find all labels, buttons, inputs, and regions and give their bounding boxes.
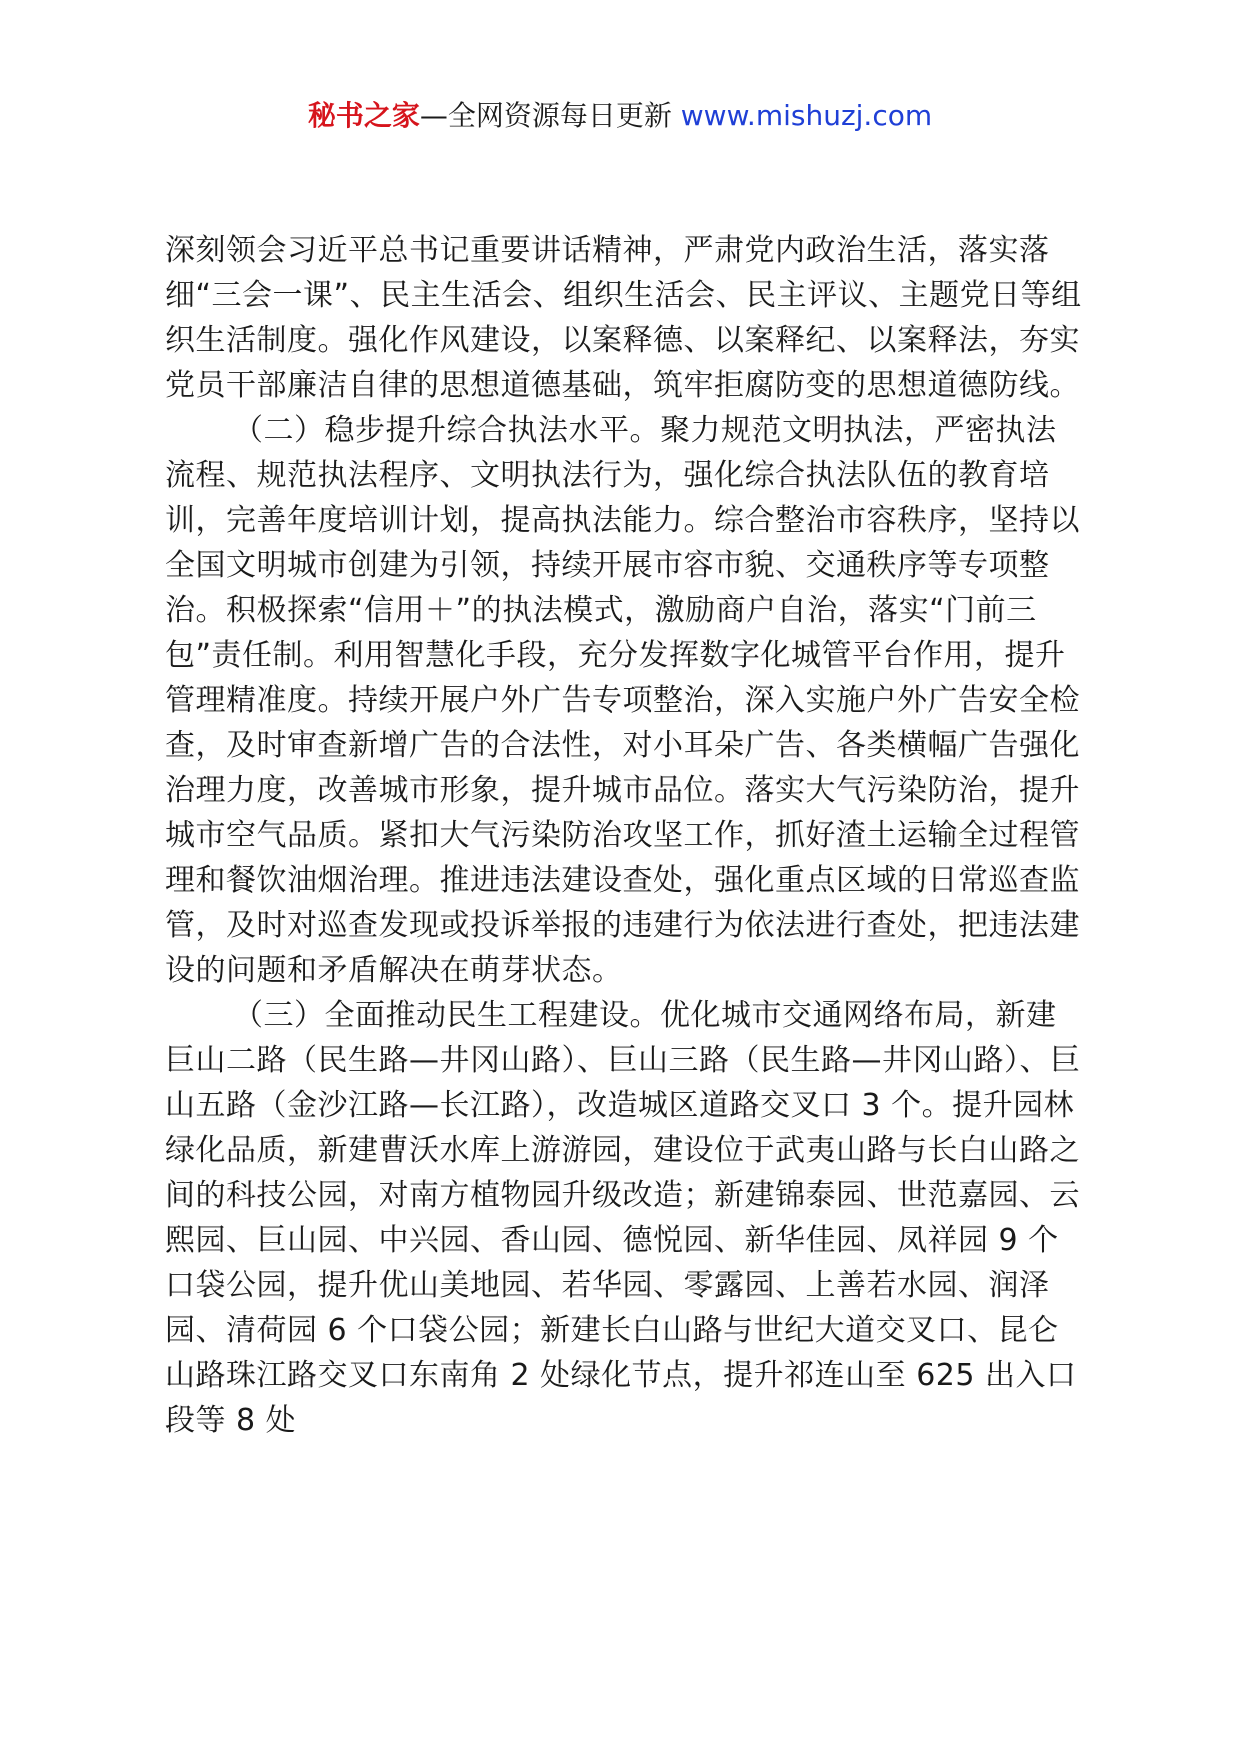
header-tagline: —全网资源每日更新 [419, 99, 681, 132]
paragraph-section-2: （二）稳步提升综合执法水平。聚力规范文明执法，严密执法流程、规范执法程序、文明执法行为，强化综合执法队伍的教育培训，完善年度培训计划，提高执法能力。综合整治市容秩序，坚持以全国文明城市创建为引领，持续开展市容市貌、交通秩序等专项整治。积极探索“信用＋”的执法模式，激励商户自治，落实“门前三包”责任制。利用智慧化手段，充分发挥数字化城管平台作用，提升管理精准度。持续开展户外广告专项整治，深入实施户外广告安全检查，及时审查新增广告的合法性，对小耳朵广告、各类横幅广告强化治理力度，改善城市形象，提升城市品位。落实大气污染防治，提升城市空气品质。紧扣大气污染防治攻坚工作，抓好渣土运输全过程管理和餐饮油烟治理。推进违法建设查处，强化重点区域的日常巡查监管，及时对巡查发现或投诉举报的违建行为依法进行查处，把违法建设的问题和矛盾解决在萌芽状态。 [165, 413, 1080, 988]
header-site-link[interactable]: www.mishuzj.com [680, 99, 933, 132]
paragraph-continuation: 深刻领会习近平总书记重要讲话精神，严肃党内政治生活，落实落细“三会一课”、民主生活会、组织生活会、民主评议、主题党日等组织生活制度。强化作风建设，以案释德、以案释纪、以案释法，夯实党员干部廉洁自律的思想道德基础，筑牢拒腐防变的思想道德防线。 [165, 233, 1082, 403]
paragraph-section-3: （三）全面推动民生工程建设。优化城市交通网络布局，新建巨山二路（民生路—井冈山路）、巨山三路（民生路—井冈山路）、巨山五路（金沙江路—长江路），改造城区道路交叉口 3 个。提升园林绿化品质，新建曹沃水库上游游园，建设位于武夷山路与长白山路之间的科技公园，对南方植物园升级改造；新建锦泰园、世范嘉园、云熙园、巨山园、中兴园、香山园、德悦园、新华佳园、凤祥园 9 个口袋公园，提升优山美地园、若华园、零露园、上善若水园、润泽园、清荷园 6 个口袋公园；新建长白山路与世纪大道交叉口、昆仑山路珠江路交叉口东南角 2 处绿化节点，提升祁连山至 625 出入口段等 8 处 [165, 998, 1081, 1438]
header-brand: 秘书之家 [307, 99, 420, 132]
page-header [0, 96, 1240, 136]
document-body [165, 228, 1085, 1443]
